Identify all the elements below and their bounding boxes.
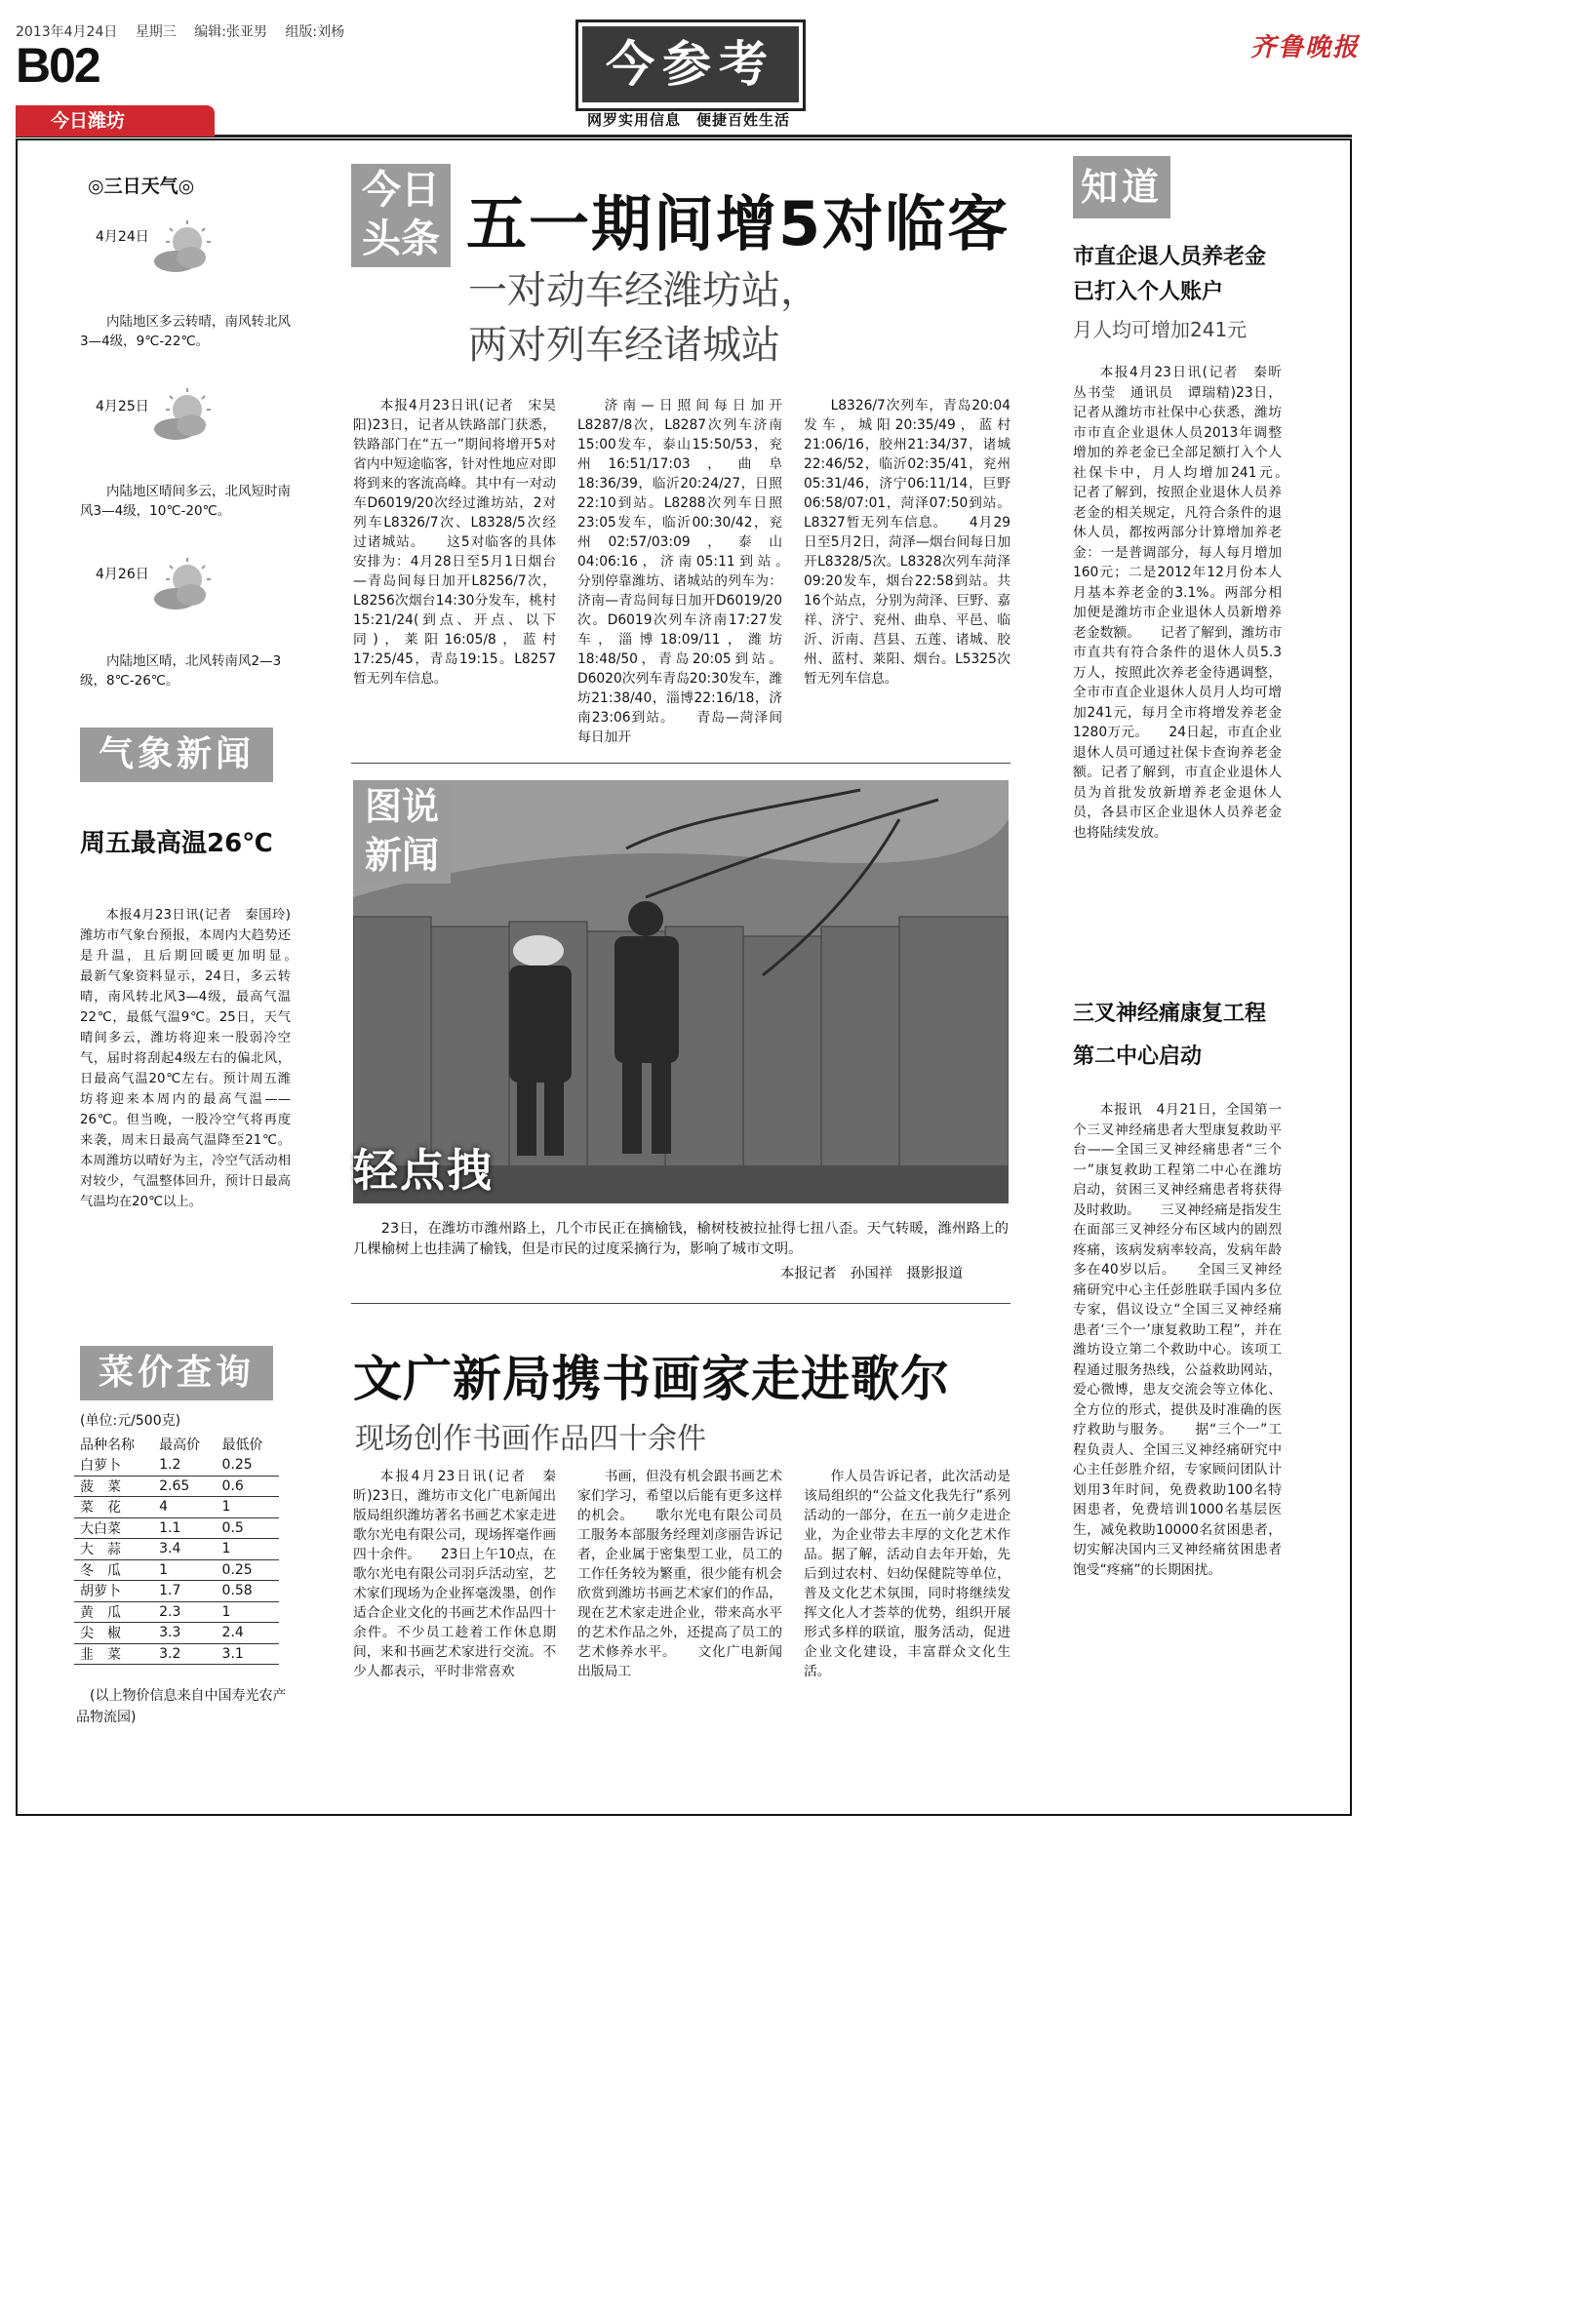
table-row <box>74 1601 279 1623</box>
weather-news-headline: 周五最高温26℃ <box>80 829 273 858</box>
veg-name: 大 蒜 <box>74 1539 153 1560</box>
veg-high: 3.3 <box>153 1623 216 1644</box>
lead-story-col-2: 济南—日照间每日加开L8287/8次，L8287次列车济南15:00发车，泰山15:50/53，兖州16:51/17:03，曲阜18:36/39，临沂20:24/27，日照22:10到站。L8288次列车日照23:05发车，临沂00:30/42，兖州02:57/03:09，泰山04:06:16，济南05:11到站。 分别停靠潍坊、诸城站的列车为：济南—青岛间每日加开D6019/20次。D6019次列车济南17:27发车，淄博18:09/11，潍坊18:48/50，青岛20:05到站。D6020次列车青岛20:30发车，潍坊21:38/40，淄博22:16/18，济南23:06到站。 青岛—菏泽间每日加开 <box>577 398 810 745</box>
section-divider <box>351 763 1010 764</box>
veg-name: 韭 菜 <box>74 1643 153 1665</box>
weather-day-date: 4月25日 <box>96 399 149 414</box>
veg-low: 1 <box>217 1497 279 1518</box>
veg-high: 2.3 <box>153 1601 216 1623</box>
weather-title: ◎三日天气◎ <box>88 176 195 197</box>
newspaper-brand: 齐鲁晚报 <box>1250 33 1361 62</box>
column-slogan: 网罗实用信息 便捷百姓生活 <box>586 111 790 129</box>
table-row <box>74 1476 279 1497</box>
lead-story-tag: 今日头条 <box>351 164 451 267</box>
veg-low: 0.25 <box>217 1559 279 1581</box>
lead-story-subhead-1: 一对动车经潍坊站， <box>468 268 819 313</box>
sun-cloud-icon <box>146 556 215 616</box>
veg-high: 1.7 <box>153 1581 216 1602</box>
veg-name: 胡萝卜 <box>74 1581 153 1602</box>
table-header-row <box>74 1434 279 1455</box>
zhidao-story-1-subhead: 月人均可增加241元 <box>1073 318 1248 341</box>
veg-price-note: (以上物价信息来自中国寿光农产品物流园) <box>76 1688 287 1725</box>
issue-editor: 编辑:张亚男 <box>194 24 267 40</box>
lead-story-col-3: L8326/7次列车，青岛20:04发车，城阳20:35/49，蓝村21:06/16，胶州21:34/37，诸城22:46/52，临沂02:35/41，兖州05:31/46，济宁06:11/14，巨野06:58/07:01，菏泽07:50到站。L8327暂无列车信息。 4月29日至5月2日，菏泽—烟台间每日加开L8328/5次。L8328次列车菏泽09:20发车，烟台22:58到站。共16个站点，分别为菏泽、巨野、嘉祥、济宁、兖州、曲阜、平邑、临沂、沂南、莒县、五莲、诸城、胶州、蓝村、莱阳、烟台。L5325次暂无列车信息。 <box>804 398 1010 687</box>
veg-high: 4 <box>153 1497 216 1518</box>
weather-news-body: 本报4月23日讯(记者 秦国玲)潍坊市气象台预报，本周内大趋势还是升温，且后期回暖更加明显。 最新气象资料显示，24日，多云转晴，南风转北风3—4级，最高气温22℃，最低气温9℃。25日，天气晴间多云，潍坊将迎来一股弱冷空气，届时将刮起4级左右的偏北风，日最高气温20℃左右。预计周五潍坊将迎来本周内的最高气温——26℃。但当晚，一股冷空气将再度来袭，周末日最高气温降至21℃。本周潍坊以晴好为主，冷空气活动相对较少，气温整体回升，预计日最高气温均在20℃以上。 <box>80 908 317 1209</box>
photo-caption: 23日，在潍坊市潍州路上，几个市民正在摘榆钱，榆树枝被拉扯得七扭八歪。天气转暖，潍州路上的几棵榆树上也挂满了榆钱，但是市民的过度采摘行为，影响了城市文明。 <box>353 1221 1009 1257</box>
veg-name: 冬 瓜 <box>74 1559 153 1581</box>
section-divider <box>351 1303 1010 1304</box>
lead-story-headline: 五一期间增5对临客 <box>466 188 1010 259</box>
table-row <box>74 1643 279 1665</box>
veg-high: 1.2 <box>153 1455 216 1476</box>
veg-high: 2.65 <box>153 1476 216 1497</box>
veg-low: 0.6 <box>217 1476 279 1497</box>
sun-cloud-icon <box>146 386 215 447</box>
culture-story-col-1: 本报4月23日讯(记者 秦昕)23日，潍坊市文化广电新闻出版局组织潍坊著名书画艺术家走进歌尔光电有限公司，现场挥毫作画四十余件。 23日上午10点，在歌尔光电有限公司羽乒活动室，艺术家们现场为企业挥毫泼墨，创作适合企业文化的书画艺术作品四十余件。不少员工趁着工作休息期间，来和书画艺术家进行交流。不少人都表示，平时非常喜欢 <box>353 1469 556 1679</box>
lead-story-col-1: 本报4月23日讯(记者 宋昊阳)23日，记者从铁路部门获悉，铁路部门在“五一”期间将增开5对省内中短途临客，针对性地应对即将到来的客流高峰。其中有一对动车D6019/20次经过潍坊站，2对列车L8326/7次、L8328/5次经过诸城站。 这5对临客的具体安排为：4月28日至5月1日烟台—青岛间每日加开L8256/7次，L8256次烟台14:30分发车，桃村15:21/24(到点、开点、以下同)，莱阳16:05/8，蓝村17:25/45，青岛19:15。L8257暂无列车信息。 <box>353 398 556 687</box>
weather-day-date: 4月24日 <box>96 229 149 245</box>
section-tag: 今日潍坊 <box>16 105 215 137</box>
table-row <box>74 1517 279 1539</box>
weather-day-text: 内陆地区晴间多云，北风短时南风3—4级，10℃-20℃。 <box>80 484 291 519</box>
table-row <box>74 1497 279 1518</box>
veg-low: 1 <box>217 1601 279 1623</box>
culture-story-headline: 文广新局携书画家走进歌尔 <box>353 1351 950 1407</box>
weather-day-text: 内陆地区晴，北风转南风2—3级，8℃-26℃。 <box>80 653 282 689</box>
zhidao-story-2-headline-2: 第二中心启动 <box>1073 1044 1203 1069</box>
column-logo <box>575 20 806 111</box>
veg-name: 黄 瓜 <box>74 1601 153 1623</box>
header-rule <box>16 135 1352 138</box>
photo-overlay-title: 轻点拽 <box>353 1144 494 1197</box>
sun-cloud-icon <box>146 218 215 279</box>
column-header: 最低价 <box>221 1438 263 1453</box>
veg-price-tag: 菜价查询 <box>80 1346 273 1400</box>
veg-high: 1.1 <box>153 1517 216 1539</box>
issue-layout: 组版:刘杨 <box>285 24 345 40</box>
weather-news-tag: 气象新闻 <box>80 728 273 782</box>
culture-story-col-2: 书画，但没有机会跟书画艺术家们学习，希望以后能有更多这样的机会。 歌尔光电有限公司员工服务本部服务经理刘彦丽告诉记者，企业属于密集型工业，员工的工作任务较为繁重，很少能有机会欣赏到潍坊书画艺术家们的作品，现在艺术家走进企业，带来高水平的艺术作品之外，还提高了员工的艺术修养水平。 文化广电新闻出版局工 <box>577 1469 782 1679</box>
table-row <box>74 1539 279 1560</box>
page-number: B02 <box>16 38 99 93</box>
table-row <box>74 1559 279 1581</box>
issue-weekday: 星期三 <box>135 24 177 40</box>
culture-story-col-3: 作人员告诉记者，此次活动是该局组织的“公益文化我先行”系列活动的一部分，在五一前夕走进企业，为企业带去丰厚的文化艺术作品。据了解，活动自去年开始，先后到过农村、妇幼保健院等单位，普及文化艺术氛围，同时将继续发挥文化人才荟萃的优势，组织开展形式多样的联谊，服务活动，促进企业文化建设，丰富群众文化生活。 <box>804 1469 1010 1679</box>
weather-day-date: 4月26日 <box>96 567 149 582</box>
lead-story-subhead-2: 两对列车经诸城站 <box>468 323 780 368</box>
veg-name: 尖 椒 <box>74 1623 153 1644</box>
table-row <box>74 1581 279 1602</box>
zhidao-story-1-body: 本报4月23日讯(记者 秦昕 丛书莹 通讯员 谭瑞精)23日，记者从潍坊市社保中心获悉，潍坊市市直企业退休人员2013年调整增加的养老金已全部足额打入个人社保卡中，月人均增加241元。 记者了解到，按照企业退休人员养老金的相关规定，凡符合条件的退休人员，都按两部分计算增加养老金：一是普调部分，每人每月增加160元；二是2012年12月份本人月基本养老金的3.1%。两部分相加便是潍坊市企业退休人员新增养老金数额。 记者了解到，潍坊市市直共有符合条件的退休人员5.3万人，按照此次养老金待遇调整，全市市直企业退休人员月人均可增加241元，每月全市将增发养老金1280万元。 24日起，市直企业退休人员可通过社保卡查询养老金额。记者了解到，市直企业退休人员为首批发放新增养老金退休人员，各县市区企业退休人员养老金也将陆续发放。 <box>1073 365 1309 841</box>
veg-low: 2.4 <box>217 1623 279 1644</box>
photo-news-tag: 图说新闻 <box>353 780 451 884</box>
column-logo-text: 今参考 <box>582 26 799 102</box>
veg-name: 大白菜 <box>74 1517 153 1539</box>
veg-name: 白萝卜 <box>74 1455 153 1476</box>
veg-low: 0.25 <box>217 1455 279 1476</box>
zhidao-story-1-headline-1: 市直企退人员养老金 <box>1073 245 1267 269</box>
column-header: 最高价 <box>159 1438 201 1453</box>
veg-price-unit: (单位:元/500克) <box>80 1413 181 1429</box>
zhidao-story-1-headline-2: 已打入个人账户 <box>1073 280 1224 304</box>
veg-name: 菜 花 <box>74 1497 153 1518</box>
zhidao-tag: 知道 <box>1073 156 1170 218</box>
veg-low: 3.1 <box>217 1643 279 1665</box>
culture-story-subhead: 现场创作书画作品四十余件 <box>355 1422 706 1456</box>
zhidao-story-2-headline-1: 三叉神经痛康复工程 <box>1073 1002 1267 1026</box>
veg-high: 1 <box>153 1559 216 1581</box>
weather-day-text: 内陆地区多云转晴，南风转北风3—4级，9℃-22℃。 <box>80 314 291 349</box>
veg-high: 3.4 <box>153 1539 216 1560</box>
veg-price-table <box>74 1434 279 1665</box>
photo-credit: 本报记者 孙国祥 摄影报道 <box>780 1266 964 1281</box>
table-row <box>74 1455 279 1476</box>
veg-high: 3.2 <box>153 1643 216 1665</box>
issue-date: 2013年4月24日 <box>16 24 118 40</box>
veg-low: 0.5 <box>217 1517 279 1539</box>
zhidao-story-2-body: 本报讯 4月21日，全国第一个三叉神经痛患者大型康复救助平台——全国三叉神经痛患者“三个一”康复救助工程第二中心在潍坊启动，贫困三叉神经痛患者将获得及时救助。 三叉神经痛是指发生在面部三叉神经分布区域内的剧烈疼痛，该病发病率较高，发病年龄多在40岁以后。 全国三叉神经痛研究中心主任彭胜联手国内多位专家，倡议设立“全国三叉神经痛患者‘三个一’康复救助工程”，并在潍坊设立第二个救助中心。该项工程通过服务热线，公益救助网站，爱心微博，患友交流会等立体化、全方位的形式，提供及时准确的医疗救助与服务。 据“三个一”工程负责人、全国三叉神经痛研究中心主任彭胜介绍，专家顾问团队计划用3年时间，免费救助100名特困患者，免费培训1000名基层医生，减免救助10000名贫困患者，切实解决国内三叉神经痛贫困患者饱受“疼痛”的长期困扰。 <box>1073 1102 1282 1578</box>
veg-low: 1 <box>217 1539 279 1560</box>
veg-low: 0.58 <box>217 1581 279 1602</box>
column-header: 品种名称 <box>80 1438 135 1453</box>
table-row <box>74 1623 279 1644</box>
veg-name: 菠 菜 <box>74 1476 153 1497</box>
